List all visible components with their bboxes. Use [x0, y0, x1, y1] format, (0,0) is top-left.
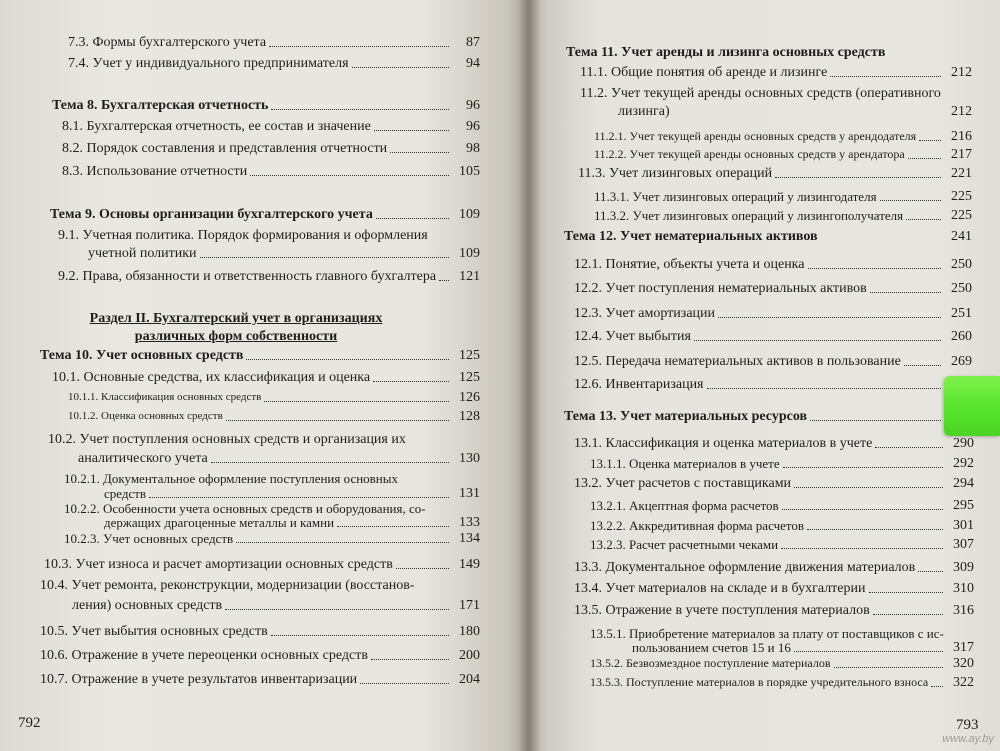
toc-entry — [574, 475, 974, 492]
toc-entry-line1: 10.4. Учет ремонта, реконструкции, модернизации (восстанов- — [40, 578, 415, 593]
toc-entry-title: 13.5.2. Безвозмездное поступление материалов — [590, 656, 831, 670]
toc-entry-title: лизинга) — [618, 104, 670, 119]
toc-entry — [574, 256, 972, 273]
toc-entry-title: 12.2. Учет поступления нематериальных активов — [574, 281, 867, 296]
toc-entry-line1: 10.2. Учет поступления основных средств и организация их — [48, 432, 406, 447]
toc-entry-title: 13.3. Документальное оформление движения материалов — [574, 560, 916, 575]
toc-entry-page: 317 — [953, 640, 974, 655]
toc-topic-title: Тема 8. Бухгалтерская отчетность — [52, 98, 269, 113]
toc-entry-title: 13.2.2. Аккредитивная форма расчетов — [590, 518, 805, 533]
toc-entry-title: 13.5.3. Поступление материалов в порядке учредительного взноса — [590, 675, 929, 689]
toc-entry — [62, 163, 480, 180]
toc-topic-title: Тема 12. Учет нематериальных активов — [564, 229, 818, 244]
toc-entry — [64, 530, 480, 547]
toc-entry-title: 10.1.1. Классификация основных средств — [68, 391, 262, 403]
toc-entry-title: 11.3. Учет лизинговых операций — [578, 166, 773, 181]
toc-topic-title: Тема 11. Учет аренды и лизинга основных средств — [566, 45, 886, 60]
toc-entry-page: 98 — [466, 141, 480, 156]
toc-entry-title: 12.3. Учет амортизации — [574, 306, 716, 321]
toc-entry-page: 307 — [953, 537, 974, 552]
toc-entry-line1: 13.5.1. Приобретение материалов за плату от поставщиков с ис- — [590, 626, 944, 641]
toc-entry-title: 7.3. Формы бухгалтерского учета — [68, 35, 267, 50]
toc-entry-page: 212 — [951, 65, 972, 80]
toc-entry-page: 309 — [953, 560, 974, 575]
toc-entry — [574, 305, 972, 322]
toc-entry-page: 260 — [951, 329, 972, 344]
toc-entry-page: 204 — [459, 672, 480, 687]
toc-topic — [50, 206, 480, 223]
toc-entry — [594, 146, 972, 163]
toc-entry-page: 216 — [951, 129, 972, 144]
toc-entry-page: 130 — [459, 451, 480, 466]
toc-entry — [590, 517, 974, 534]
toc-entry-page: 225 — [951, 208, 972, 223]
toc-entry-page: 251 — [951, 306, 972, 321]
toc-entry-title: 10.1. Основные средства, их классификация и оценка — [52, 370, 371, 385]
toc-entry — [574, 559, 974, 576]
toc-entry-title: держащих драгоценные металлы и камни — [104, 515, 335, 530]
toc-entry-page: 125 — [459, 348, 480, 363]
toc-entry — [68, 408, 480, 425]
toc-entry-page: 269 — [951, 354, 972, 369]
toc-entry — [590, 455, 974, 472]
toc-entry-title: учетной политики — [88, 246, 197, 261]
toc-entry-title: пользованием счетов 15 и 16 — [632, 640, 791, 655]
toc-entry — [58, 268, 480, 285]
toc-entry-page: 87 — [466, 35, 480, 50]
toc-entry — [78, 450, 480, 467]
toc-entry-title: 13.1. Классификация и оценка материалов в учете — [574, 436, 873, 451]
toc-entry — [580, 64, 972, 81]
toc-entry-title: 13.2.1. Акцептная форма расчетов — [590, 498, 779, 513]
toc-entry-page: 121 — [459, 269, 481, 284]
toc-entry-title: 10.6. Отражение в учете переоценки основных средств — [40, 648, 368, 663]
toc-entry-page: 320 — [953, 656, 974, 671]
toc-entry — [40, 671, 480, 688]
toc-topic — [566, 44, 916, 61]
toc-entry — [104, 514, 480, 531]
toc-entry-title: 12.6. Инвентаризация — [574, 377, 704, 392]
toc-entry-title: средств — [104, 486, 147, 501]
toc-entry-page: 96 — [466, 119, 480, 134]
toc-entry-page: 292 — [953, 456, 974, 471]
toc-entry — [590, 674, 974, 691]
toc-entry-title: 10.2.3. Учет основных средств — [64, 531, 234, 546]
toc-entry-title: 11.3.1. Учет лизинговых операций у лизингодателя — [594, 189, 877, 204]
toc-entry-page: 322 — [953, 675, 974, 690]
toc-topic-title: Тема 9. Основы организации бухгалтерского учета — [50, 207, 373, 222]
toc-topic — [564, 408, 944, 425]
toc-entry-page: 171 — [459, 598, 480, 613]
toc-entry-page: 134 — [459, 531, 480, 546]
toc-entry-title: 10.1.2. Оценка основных средств — [68, 410, 223, 422]
toc-entry — [618, 103, 972, 120]
toc-entry — [88, 245, 480, 262]
toc-entry-line1: 9.1. Учетная политика. Порядок формирования и оформления — [58, 228, 428, 243]
toc-entry-page: 250 — [951, 257, 972, 272]
toc-entry-title: ления) основных средств — [72, 598, 223, 613]
toc-entry-title: аналитического учета — [78, 451, 208, 466]
page-number: 792 — [18, 715, 41, 731]
toc-entry — [574, 602, 974, 619]
toc-entry-title: 13.4. Учет материалов на складе и в бухгалтерии — [574, 581, 866, 596]
toc-entry-page: 295 — [953, 498, 974, 513]
toc-entry-title: 8.2. Порядок составления и представления отчетности — [62, 141, 388, 156]
toc-entry-title: 11.1. Общие понятия об аренде и лизинге — [580, 65, 828, 80]
sticky-note-tab — [944, 376, 1000, 436]
toc-entry — [68, 389, 480, 406]
toc-entry-page: 128 — [459, 409, 480, 424]
toc-entry-line1: 10.2.1. Документальное оформление поступления основных — [64, 471, 399, 486]
toc-topic — [52, 97, 480, 114]
toc-entry-title: 8.1. Бухгалтерская отчетность, ее состав и значение — [62, 119, 371, 134]
toc-entry — [574, 580, 974, 597]
toc-entry — [44, 556, 480, 573]
section-heading-line2: различных форм собственности — [134, 329, 338, 344]
toc-entry — [594, 128, 972, 145]
toc-entry — [590, 655, 974, 672]
toc-entry-title: 11.3.2. Учет лизинговых операций у лизингополучателя — [594, 208, 904, 223]
toc-entry-title: 12.1. Понятие, объекты учета и оценка — [574, 257, 805, 272]
toc-entry-page: 149 — [459, 557, 480, 572]
toc-entry — [590, 536, 974, 553]
toc-entry-page: 96 — [466, 98, 480, 113]
toc-entry-title: 13.5. Отражение в учете поступления материалов — [574, 603, 870, 618]
toc-entry-page: 221 — [951, 166, 972, 181]
toc-entry — [72, 597, 480, 614]
toc-topic-title: Тема 10. Учет основных средств — [40, 348, 244, 363]
toc-entry-page: 109 — [459, 207, 480, 222]
toc-entry-title: 11.2.2. Учет текущей аренды основных средств у арендатора — [594, 147, 905, 161]
toc-topic — [564, 228, 972, 245]
toc-entry — [62, 140, 480, 157]
page-number: 793 — [956, 717, 979, 733]
toc-entry-page: 310 — [953, 581, 974, 596]
toc-entry — [590, 497, 974, 514]
toc-entry-title: 10.7. Отражение в учете результатов инвентаризации — [40, 672, 358, 687]
toc-entry — [40, 623, 480, 640]
toc-entry — [62, 118, 480, 135]
toc-entry-title: 8.3. Использование отчетности — [62, 164, 248, 179]
toc-entry — [40, 647, 480, 664]
toc-entry-page: 225 — [951, 189, 972, 204]
toc-entry-page: 125 — [459, 370, 480, 385]
toc-entry-page: 94 — [466, 56, 480, 71]
toc-entry-page: 212 — [951, 104, 972, 119]
toc-entry — [594, 207, 972, 224]
book-gutter — [518, 0, 540, 751]
toc-entry-page: 109 — [459, 246, 480, 261]
toc-entry-page: 126 — [459, 390, 480, 405]
toc-entry — [574, 328, 972, 345]
toc-entry-page: 131 — [459, 486, 480, 501]
toc-entry-title: 12.4. Учет выбытия — [574, 329, 691, 344]
toc-entry-title: 12.5. Передача нематериальных активов в пользование — [574, 354, 901, 369]
toc-entry-title: 9.2. Права, обязанности и ответственность главного бухгалтера — [58, 269, 437, 284]
toc-entry-title: 11.2.1. Учет текущей аренды основных средств у арендодателя — [594, 129, 917, 143]
toc-entry — [68, 34, 480, 51]
toc-entry-page: 301 — [953, 518, 974, 533]
toc-entry-page: 316 — [953, 603, 974, 618]
toc-entry — [574, 353, 972, 370]
toc-entry-line1: 10.2.2. Особенности учета основных средств и оборудования, со- — [64, 501, 426, 516]
right-page — [528, 0, 1000, 751]
toc-entry — [574, 280, 972, 297]
toc-entry — [578, 165, 972, 182]
toc-entry-title: 10.5. Учет выбытия основных средств — [40, 624, 268, 639]
toc-entry-title: 13.2. Учет расчетов с поставщиками — [574, 476, 792, 491]
toc-entry-page: 133 — [459, 515, 480, 530]
watermark: www.ay.by — [942, 733, 994, 745]
toc-entry-page: 180 — [459, 624, 480, 639]
toc-entry-title: 10.3. Учет износа и расчет амортизации основных средств — [44, 557, 393, 572]
toc-entry — [52, 369, 480, 386]
toc-entry-page: 290 — [953, 436, 974, 451]
toc-entry-line1: 11.2. Учет текущей аренды основных средств (оперативного — [580, 86, 941, 101]
toc-entry — [594, 188, 972, 205]
toc-entry-title: 7.4. Учет у индивидуального предпринимателя — [68, 56, 349, 71]
toc-entry-title: 13.1.1. Оценка материалов в учете — [590, 456, 780, 471]
toc-entry-page: 105 — [459, 164, 480, 179]
toc-entry-page: 217 — [951, 147, 972, 162]
toc-entry-page: 250 — [951, 281, 972, 296]
toc-entry-page: 241 — [951, 229, 972, 244]
toc-entry — [68, 55, 480, 72]
toc-entry — [632, 639, 974, 656]
toc-entry-page: 294 — [953, 476, 974, 491]
section-heading-line1: Раздел II. Бухгалтерский учет в организациях — [89, 311, 383, 326]
toc-topic — [40, 347, 480, 364]
toc-entry-page: 200 — [459, 648, 480, 663]
toc-entry — [574, 435, 974, 452]
toc-topic-title: Тема 13. Учет материальных ресурсов — [564, 409, 808, 424]
toc-entry — [574, 376, 972, 393]
toc-entry-title: 13.2.3. Расчет расчетными чеками — [590, 537, 779, 552]
